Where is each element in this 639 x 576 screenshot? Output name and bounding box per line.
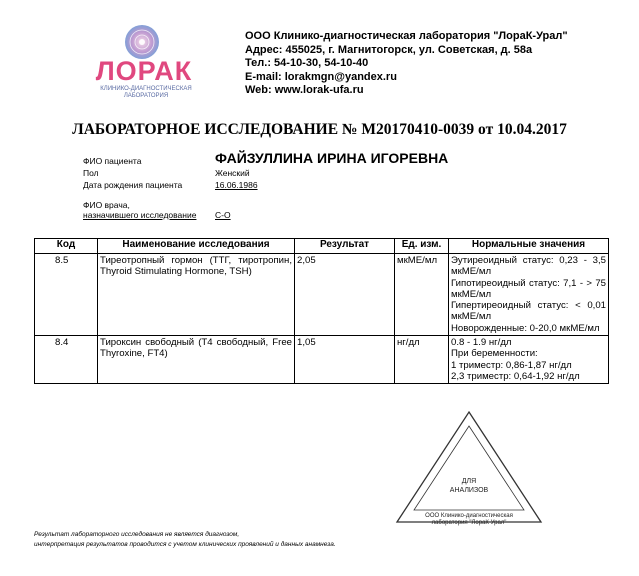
row-unit: мкМЕ/мл <box>395 254 449 336</box>
stamp-bottom-line2: лаборатория "ЛораК Урал" <box>431 520 507 526</box>
header-norm: Нормальные значения <box>449 239 609 254</box>
lab-stamp <box>394 410 544 528</box>
table-row <box>35 336 609 384</box>
norm-line: При беременности: <box>451 348 538 360</box>
stamp-center-line1: ДЛЯ <box>461 478 477 485</box>
logo-subtitle: КЛИНИКО-ДИАГНОСТИЧЕСКАЯ ЛАБОРАТОРИЯ <box>100 86 192 99</box>
norm-line: 1 триместр: 0,86-1,87 нг/дл <box>451 359 572 371</box>
footnote-line1: Результат лабораторного исследования не является диагнозом, <box>34 531 240 538</box>
doctor-name: С-О <box>215 210 231 220</box>
document-title: ЛАБОРАТОРНОЕ ИССЛЕДОВАНИЕ № M20170410-0039 от 10.04.2017 <box>72 121 567 138</box>
footnote-line2: интерпретация результатов проводится с учетом клинических проявлений и данных анамнеза. <box>34 541 336 548</box>
row-test-name: Тироксин свободный (Т4 свободный, Free Thyroxine, FT4) <box>98 336 295 384</box>
row-norms <box>449 254 609 336</box>
doctor-label-line1: ФИО врача, <box>83 200 130 210</box>
norm-line: Гипотиреоидный статус: 7,1 - > 75 мкМЕ/мл <box>451 277 606 300</box>
patient-sex: Женский <box>215 168 250 178</box>
row-code: 8.4 <box>35 336 98 384</box>
lab-name: ООО Клинико-диагностическая лаборатория "ЛораК-Урал" <box>245 30 568 42</box>
norm-line: Гипертиреоидный статус: < 0,01 мкМЕ/мл <box>451 300 606 323</box>
stamp-outer-triangle <box>397 412 541 522</box>
header-unit: Ед. изм. <box>395 239 449 254</box>
patient-dob-label: Дата рождения пациента <box>83 180 183 190</box>
lab-address: Адрес: 455025, г. Магнитогорск, ул. Советская, д. 58а <box>245 43 533 56</box>
lab-info <box>245 30 568 98</box>
row-unit: нг/дл <box>395 336 449 384</box>
stamp-inner-triangle <box>414 426 524 510</box>
row-code: 8.5 <box>35 254 98 336</box>
norm-line: Новорожденные: 0-20,0 мкМЕ/мл <box>451 322 600 334</box>
row-result: 1,05 <box>295 336 395 384</box>
header-name: Наименование исследования <box>98 239 295 254</box>
row-norms <box>449 336 609 384</box>
norm-line: 2,3 триместр: 0,64-1,92 нг/дл <box>451 370 580 382</box>
logo-name: ЛОРАК <box>95 56 193 86</box>
row-result: 2,05 <box>295 254 395 336</box>
norm-line: 0.8 - 1.9 нг/дл <box>451 337 512 349</box>
header-result: Результат <box>295 239 395 254</box>
lab-web[interactable]: Web: www.lorak-ufa.ru <box>245 84 364 97</box>
table-header-row <box>35 239 609 254</box>
lab-phone: Тел.: 54-10-30, 54-10-40 <box>245 57 369 70</box>
patient-name: ФАЙЗУЛЛИНА ИРИНА ИГОРЕВНА <box>215 150 449 166</box>
stamp-center-line2: АНАЛИЗОВ <box>449 487 489 494</box>
header-code: Код <box>35 239 98 254</box>
patient-name-label: ФИО пациента <box>83 156 142 166</box>
lorak-logo <box>92 22 192 104</box>
norm-line: Эутиреоидный статус: 0,23 - 3,5 мкМЕ/мл <box>451 255 606 278</box>
doctor-label-line2: назначившего исследование <box>83 210 197 220</box>
patient-sex-label: Пол <box>83 168 99 178</box>
row-test-name: Тиреотропный гормон (ТТГ, тиротропин, Thyroid Stimulating Hormone, TSH) <box>98 254 295 336</box>
table-row <box>35 254 609 336</box>
stamp-bottom-line1: ООО Клинико-диагностическая <box>425 513 513 519</box>
footnote <box>34 530 336 550</box>
results-table <box>34 238 609 384</box>
lab-email[interactable]: E-mail: lorakmgn@yandex.ru <box>245 70 397 83</box>
patient-dob: 16.06.1986 <box>215 180 258 190</box>
